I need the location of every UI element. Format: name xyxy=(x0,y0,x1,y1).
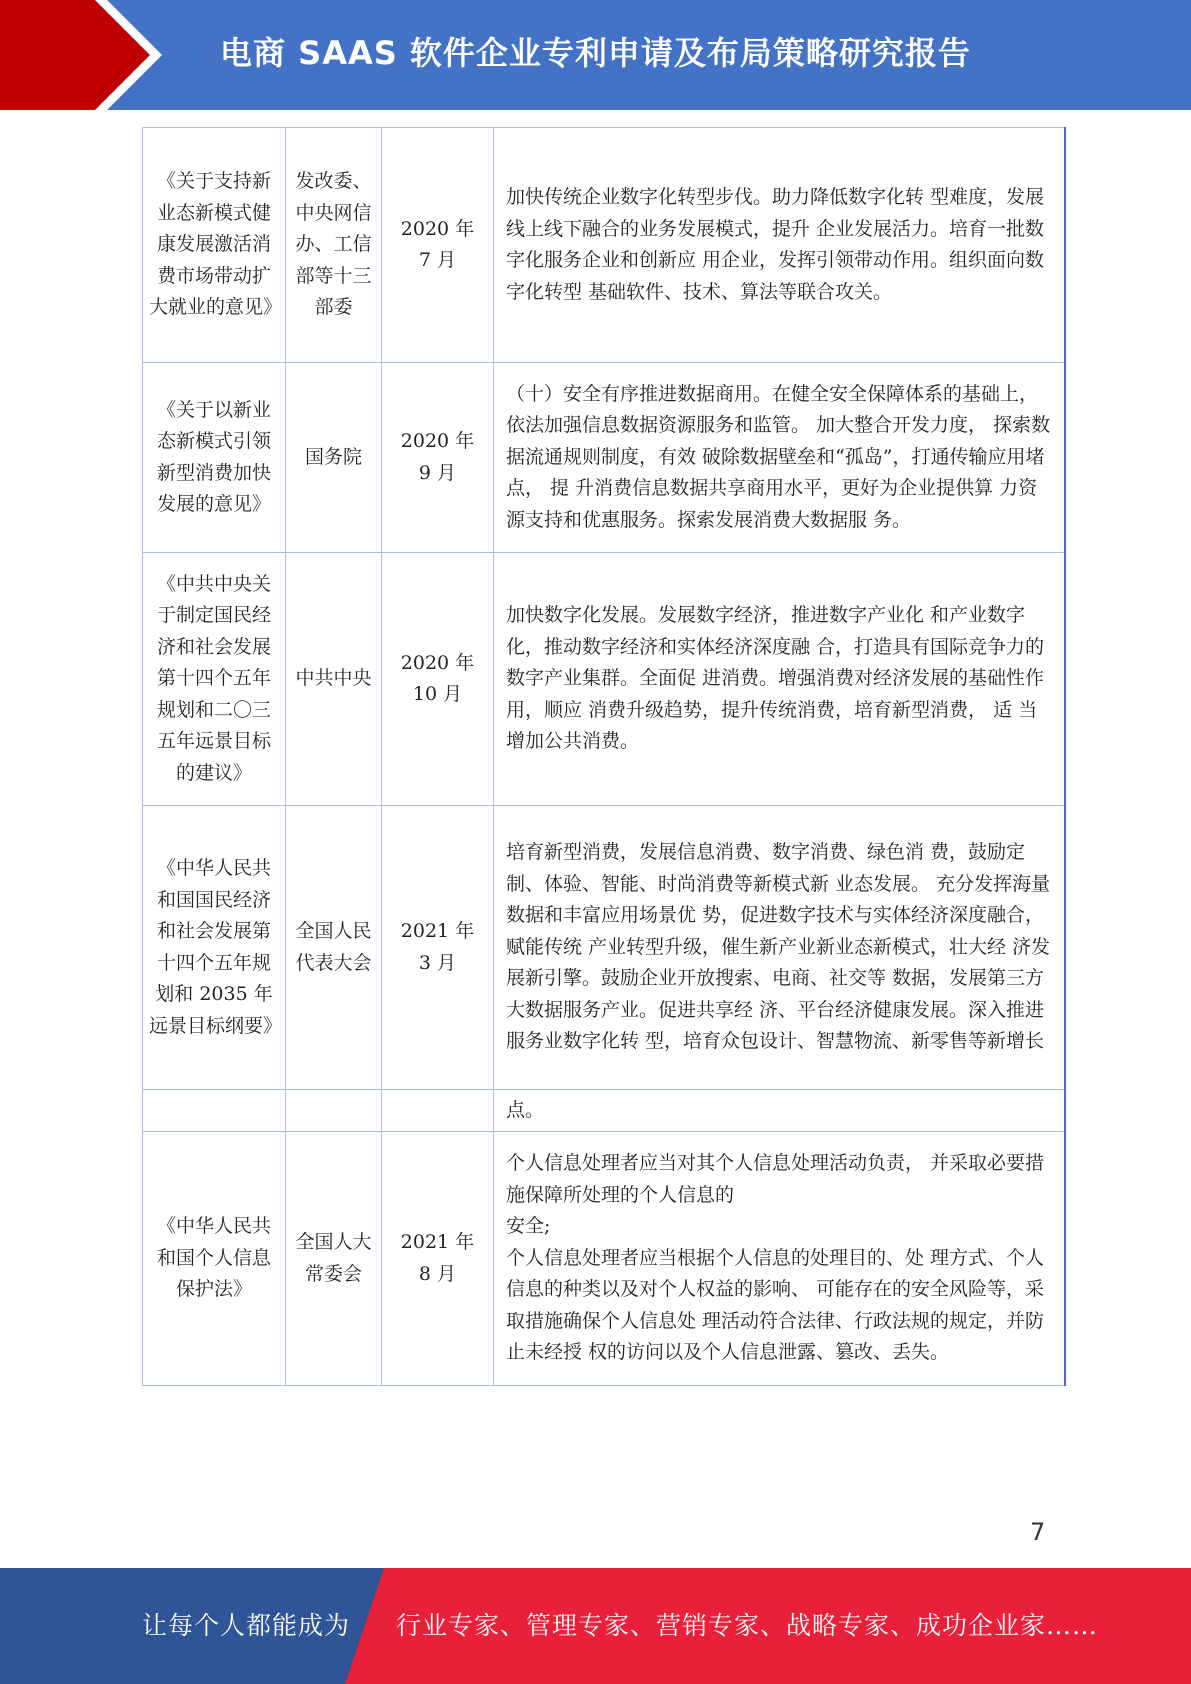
content-paragraph: 个人信息处理者应当根据个人信息的处理目的、处 理方式、个人信息的种类以及对个人权益的影响、 可能存在的安全风险等，采取措施确保个人信息处 理活动符合法律、行政法规的规定，并防止未经授 权的访问以及个人信息泄露、篡改、丢失。 xyxy=(506,1246,1045,1364)
table-row xyxy=(143,806,1065,1090)
issuer-cell: 全国人民代表大会 xyxy=(286,806,382,1090)
issuer-cell: 发改委、中央网信办、工信部等十三部委 xyxy=(286,128,382,363)
table-row xyxy=(143,1090,1065,1132)
policy-title-cell: 《中共中央关于制定国民经济和社会发展第十四个五年规划和二〇三五年远景目标的建议》 xyxy=(143,553,286,806)
report-title: 电商 SAAS 软件企业专利申请及布局策略研究报告 xyxy=(220,34,971,72)
policy-title-cell: 《中华人民共和国国民经济和社会发展第十四个五年规划和 2035 年远景目标纲要》 xyxy=(143,806,286,1090)
page-header xyxy=(0,0,1191,110)
issuer-cell: 中共中央 xyxy=(286,553,382,806)
content-paragraph: 个人信息处理者应当对其个人信息处理活动负责， 并采取必要措施保障所处理的个人信息的 xyxy=(506,1152,1045,1206)
table-row xyxy=(143,128,1065,363)
policy-title-cell xyxy=(143,1090,286,1132)
issuer-cell: 全国人大常委会 xyxy=(286,1132,382,1386)
date-cell: 2021 年 3 月 xyxy=(382,806,494,1090)
policy-title-cell: 《中华人民共和国个人信息保护法》 xyxy=(143,1132,286,1386)
date-cell: 2021 年 8 月 xyxy=(382,1132,494,1386)
date-cell: 2020 年 7 月 xyxy=(382,128,494,363)
content-cell xyxy=(494,1132,1065,1386)
date-cell xyxy=(382,1090,494,1132)
content-cell: （十）安全有序推进数据商用。在健全安全保障体系的基础上，依法加强信息数据资源服务和监管。 加大整合开发力度， 探索数据流通规则制度，有效 破除数据壁垒和“孤岛”，打通传输应用堵点， 提 升消费信息数据共享商用水平，更好为企业提供算 力资源支持和优惠服务。探索发展消费大数据服 务。 xyxy=(494,363,1065,553)
content-paragraph: 安全; xyxy=(506,1215,551,1238)
footer-slogan-left: 让每个人都能成为 xyxy=(142,1611,351,1640)
issuer-cell xyxy=(286,1090,382,1132)
content-cell: 加快数字化发展。发展数字经济，推进数字产业化 和产业数字化，推动数字经济和实体经济深度融 合，打造具有国际竞争力的数字产业集群。全面促 进消费。增强消费对经济发展的基础性作用，顺应 消费升级趋势，提升传统消费，培育新型消费， 适 当增加公共消费。 xyxy=(494,553,1065,806)
date-cell: 2020 年 10 月 xyxy=(382,553,494,806)
issuer-cell: 国务院 xyxy=(286,363,382,553)
content-cell: 加快传统企业数字化转型步伐。助力降低数字化转 型难度，发展线上线下融合的业务发展模式，提升 企业发展活力。培育一批数字化服务企业和创新应 用企业，发挥引领带动作用。组织面向数字化转型 基础软件、技术、算法等联合攻关。 xyxy=(494,128,1065,363)
date-cell: 2020 年 9 月 xyxy=(382,363,494,553)
page-number: 7 xyxy=(1030,1518,1046,1546)
header-red-arrow xyxy=(0,0,150,110)
page-footer xyxy=(0,1568,1191,1684)
policy-table xyxy=(142,127,1066,1386)
policy-title-cell: 《关于支持新业态新模式健康发展激活消费市场带动扩大就业的意见》 xyxy=(143,128,286,363)
content-cell: 点。 xyxy=(494,1090,1065,1132)
content-cell: 培育新型消费，发展信息消费、数字消费、绿色消 费，鼓励定制、体验、智能、时尚消费等新模式新 业态发展。 充分发挥海量数据和丰富应用场景优 势，促进数字技术与实体经济深度融合，赋能传统 产业转型升级，催生新产业新业态新模式，壮大经 济发展新引擎。鼓励企业开放搜索、电商、社交等 数据，发展第三方大数据服务产业。促进共享经 济、平台经济健康发展。深入推进服务业数字化转 型，培育众包设计、智慧物流、新零售等新增长 xyxy=(494,806,1065,1090)
footer-slogan-right: 行业专家、管理专家、营销专家、战略专家、成功企业家…… xyxy=(396,1611,1099,1640)
table-row xyxy=(143,553,1065,806)
policy-title-cell: 《关于以新业态新模式引领新型消费加快发展的意见》 xyxy=(143,363,286,553)
table-row xyxy=(143,363,1065,553)
table-row xyxy=(143,1132,1065,1386)
